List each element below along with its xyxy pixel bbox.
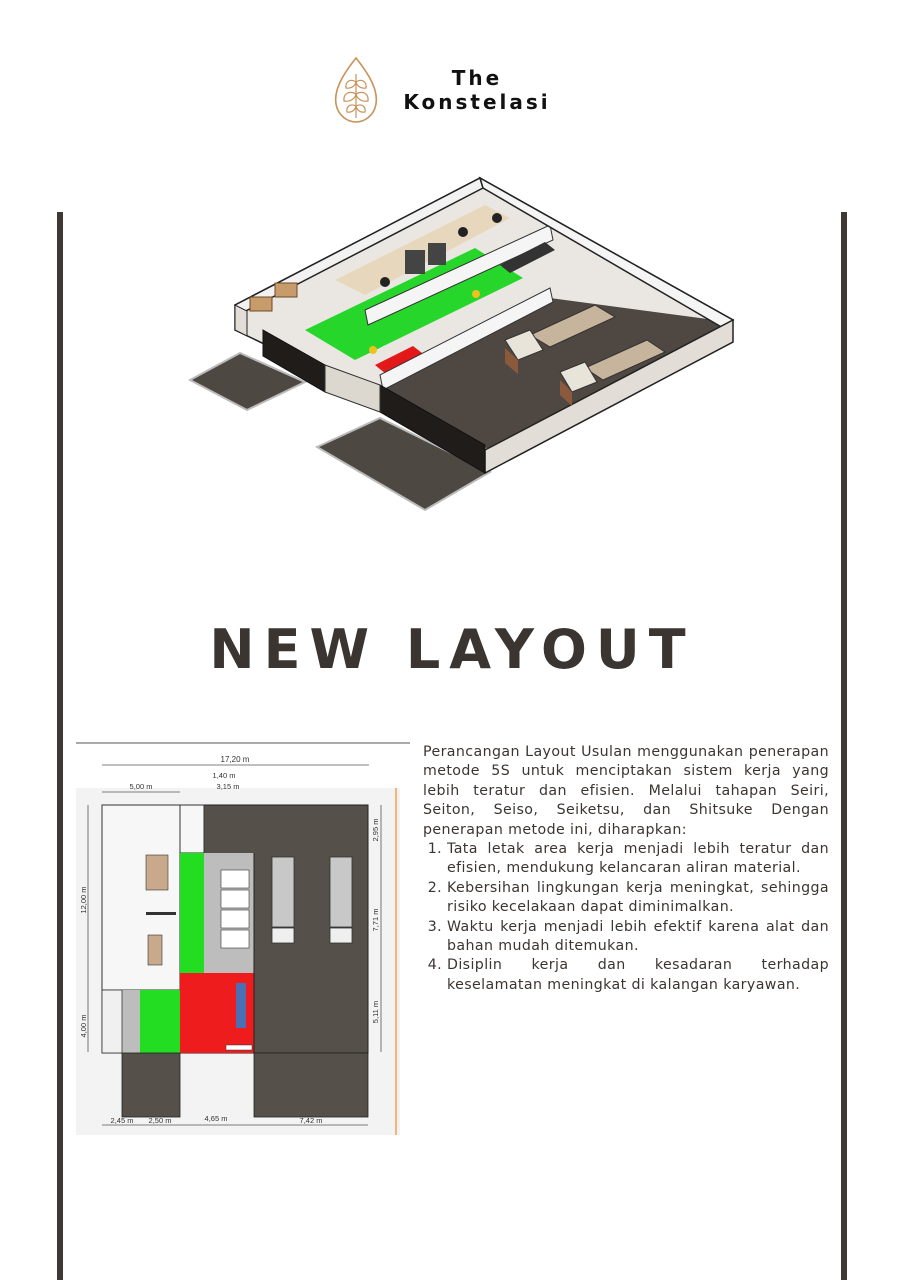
brand-line-2: Konstelasi bbox=[403, 90, 551, 114]
dim-2-45m: 2,45 m bbox=[110, 1116, 134, 1125]
dim-5-11m: 5,11 m bbox=[371, 1000, 380, 1024]
layout-description bbox=[423, 743, 829, 995]
dim-12m: 12,00 m bbox=[79, 886, 88, 914]
intro-paragraph: Perancangan Layout Usulan menggunakan penerapan metode 5S untuk menciptakan sistem kerja yang lebih teratur dan efisien. Melalui tahapan Seiri, Seiton, Seiso, Seiketsu, dan Shitsuke Dengan penerapan metode ini, diharapkan: bbox=[423, 744, 829, 838]
dim-3-15m: 3,15 m bbox=[216, 782, 240, 791]
benefit-list bbox=[423, 840, 829, 995]
benefit-item-2: 2. Kebersihan lingkungan kerja meningkat, sehingga risiko kecelakaan dapat diminimalkan. bbox=[447, 879, 829, 918]
right-border-bar bbox=[841, 212, 847, 1280]
isometric-layout-render bbox=[185, 170, 740, 520]
dim-2-50m: 2,50 m bbox=[148, 1116, 172, 1125]
dim-5m: 5,00 m bbox=[129, 782, 153, 791]
brand-line-1: The bbox=[451, 66, 503, 90]
dim-7-71m: 7,71 m bbox=[371, 908, 380, 932]
floor-plan-drawing bbox=[76, 740, 410, 1135]
left-border-bar bbox=[57, 212, 63, 1280]
dim-1-40m: 1,40 m bbox=[212, 771, 236, 780]
leaf-logo-icon bbox=[332, 56, 380, 124]
dim-2-95m: 2,95 m bbox=[371, 818, 380, 842]
dim-7-42m: 7,42 m bbox=[299, 1116, 323, 1125]
benefit-item-3: 3. Waktu kerja menjadi lebih efektif karena alat dan bahan mudah ditemukan. bbox=[447, 918, 829, 957]
dim-total-width: 17,20 m bbox=[220, 755, 250, 764]
benefit-item-1: 1. Tata letak area kerja menjadi lebih teratur dan efisien, mendukung kelancaran aliran material. bbox=[447, 840, 829, 879]
dim-4m: 4,00 m bbox=[79, 1014, 88, 1038]
dim-4-65m: 4,65 m bbox=[204, 1114, 228, 1123]
page-title: NEW LAYOUT bbox=[209, 618, 695, 681]
benefit-item-4: 4. Disiplin kerja dan kesadaran terhadap keselamatan meningkat di kalangan karyawan. bbox=[447, 956, 829, 995]
brand-name bbox=[392, 66, 562, 114]
